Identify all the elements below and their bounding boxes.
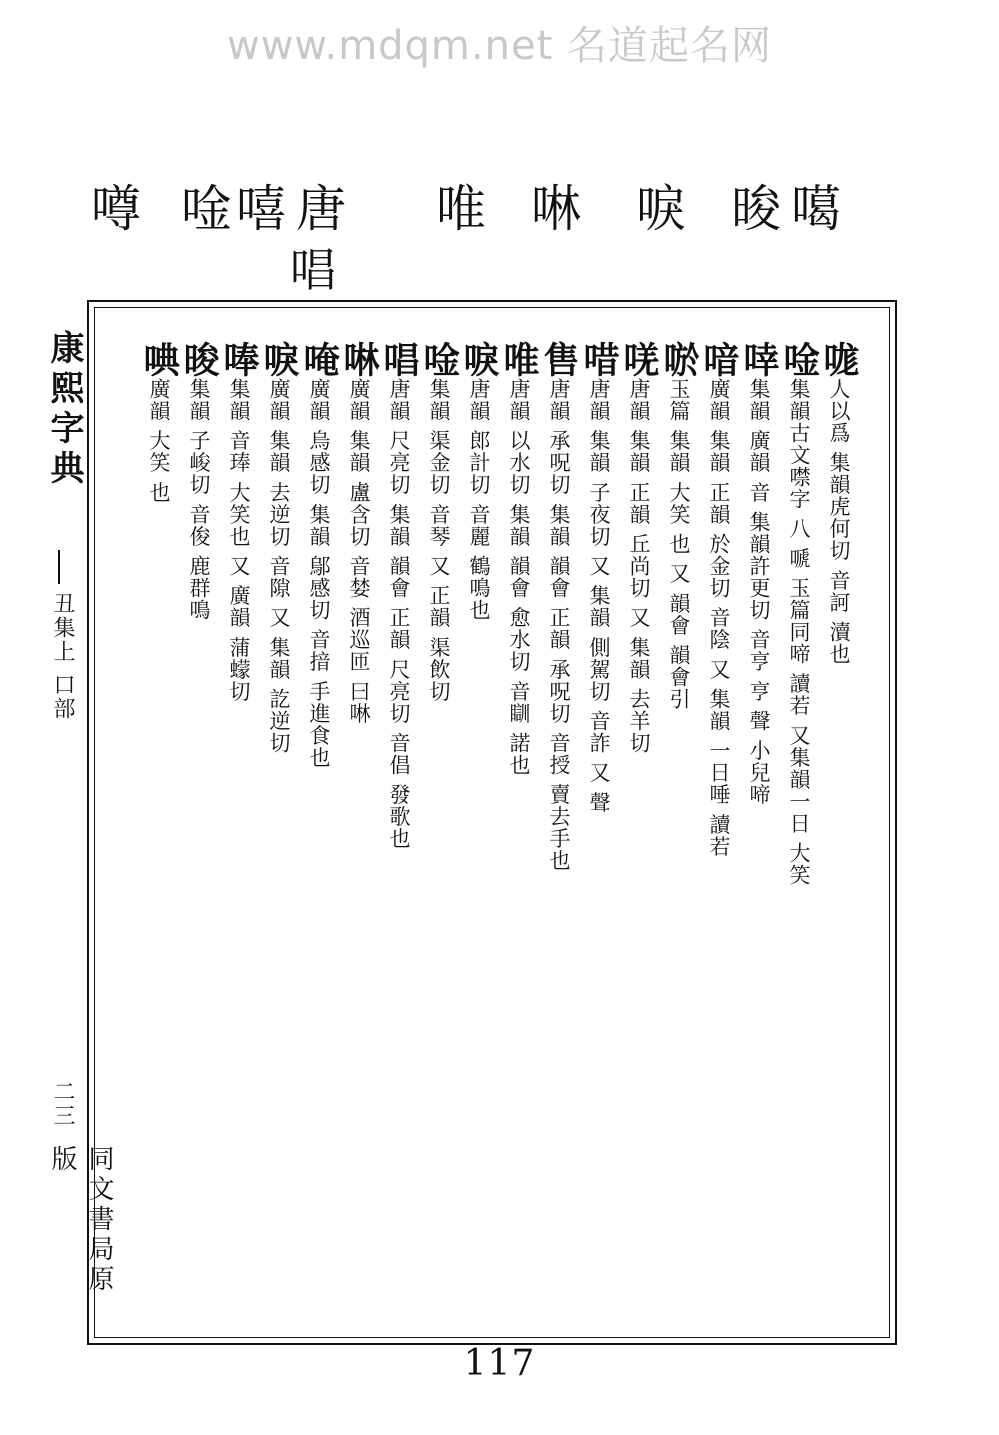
entry [738,340,780,806]
seal-char: 噶 [783,182,841,236]
entry [618,340,660,754]
seal-sub-char: 唱 [290,243,336,297]
entry-text: 集韻 渠金切 音琴 又 正韻 渠飲切 [427,377,451,703]
dictionary-page-frame [87,300,897,1345]
entry-head-char: 唵 [298,340,340,378]
entry [538,340,580,872]
entry [338,340,380,725]
entry-head-char: 唯 [498,340,540,378]
entry-head-char: 啈 [738,340,780,378]
entry-text: 唐韻 以水切 集韻 韻會 愈水切 音瞓 諾也 [507,377,531,776]
section-label: 丑集上 口部 [50,592,75,721]
entry [218,340,260,703]
entry-head-char: 哤 [818,340,860,378]
seal-char: 唯 [428,182,486,236]
entry-head-char: 唶 [578,340,620,378]
watermark-text: www.mdqm.net 名道起名网 [227,23,772,69]
entry-text: 唐韻 郎計切 音麗 鶴鳴也 [467,377,491,621]
entry-text: 廣韻 大笑 也 [147,377,171,504]
entry [778,340,820,886]
entry-text: 集韻 音琫 大笑也 又 廣韻 蒲蠓切 [227,377,251,703]
publisher-label: 同文書局原版 [47,1145,114,1295]
entry [578,340,620,814]
entry-head-char: 售 [538,340,580,378]
entry-head-char: 唳 [258,340,300,378]
entry-head-char: 唺 [138,340,180,378]
seal-char: 啉 [523,182,581,236]
dictionary-entries [97,310,887,1335]
seal-char: 晙 [723,182,781,236]
seal-char: 噂 [83,182,141,236]
entry-text: 廣韻 集韻 正韻 於金切 音陰 又 集韻 一日唾 讀若 [707,377,731,858]
seal-char: 唳 [628,182,686,236]
entry [298,340,340,769]
entry-text: 廣韻 烏感切 集韻 鄔感切 音揞 手進食也 [307,377,331,769]
book-title: 康熙字典 [44,330,84,490]
entry-head-char: 唫 [418,340,460,378]
entry-text: 集韻古文噤字 八 嗁 玉篇同啼 讀若 又集韻一日 大笑 [787,377,811,886]
entry-head-char: 唫 [778,340,820,378]
entry-head-char: 唪 [218,340,260,378]
divider-line [58,550,60,584]
entry-text: 集韻 廣韻 音 集韻許更切 音亨 亨 聲 小兒啼 [747,377,771,806]
entry-head-char: 唳 [458,340,500,378]
entry [258,340,300,754]
page-number: 117 [463,1343,536,1384]
entry-head-char: 喑 [698,340,740,378]
seal-char: 唫 [173,182,231,236]
stroke-count-label: 二三 [50,1080,75,1128]
entry-text: 廣韻 集韻 盧含切 音婪 酒巡匝 曰啉 [347,377,371,725]
entry-text: 唐韻 集韻 子夜切 又 集韻 側駕切 音詐 又 聲 [587,377,611,814]
seal-char: 唐 [288,182,346,236]
entry [458,340,500,621]
entry-text: 玉篇 集韻 大笑 也 又 韻會 韻會引 [667,377,691,710]
entry-head-char: 唱 [378,340,420,378]
entry-text: 廣韻 集韻 去逆切 音隙 又 集韻 訖逆切 [267,377,291,754]
entry-text: 唐韻 集韻 正韻 丘尚切 又 集韻 去羊切 [627,377,651,754]
entry [378,340,420,850]
entry-text: 唐韻 尺亮切 集韻 韻會 正韻 尺亮切 音倡 發歌也 [387,377,411,850]
entry [178,340,220,621]
seal-characters-row [84,182,899,252]
entry-text: 唐韻 承呪切 集韻 韻會 正韻 承呪切 音授 賣去手也 [547,377,571,872]
entry-head-char: 唹 [658,340,700,378]
entry [698,340,740,858]
entry [818,340,860,665]
side-column [38,330,114,1310]
entry [498,340,540,776]
entry [138,340,180,504]
entry [658,340,700,710]
entry-head-char: 啉 [338,340,380,378]
entry-head-char: 晙 [178,340,220,378]
entry-text: 集韻 子峻切 音俊 鹿群鳴 [187,377,211,621]
seal-char: 嘻 [228,182,286,236]
entry-text: 人以爲 集韻虎何切 音訶 瀆也 [827,377,851,665]
entry [418,340,460,703]
entry-head-char: 唴 [618,340,660,378]
